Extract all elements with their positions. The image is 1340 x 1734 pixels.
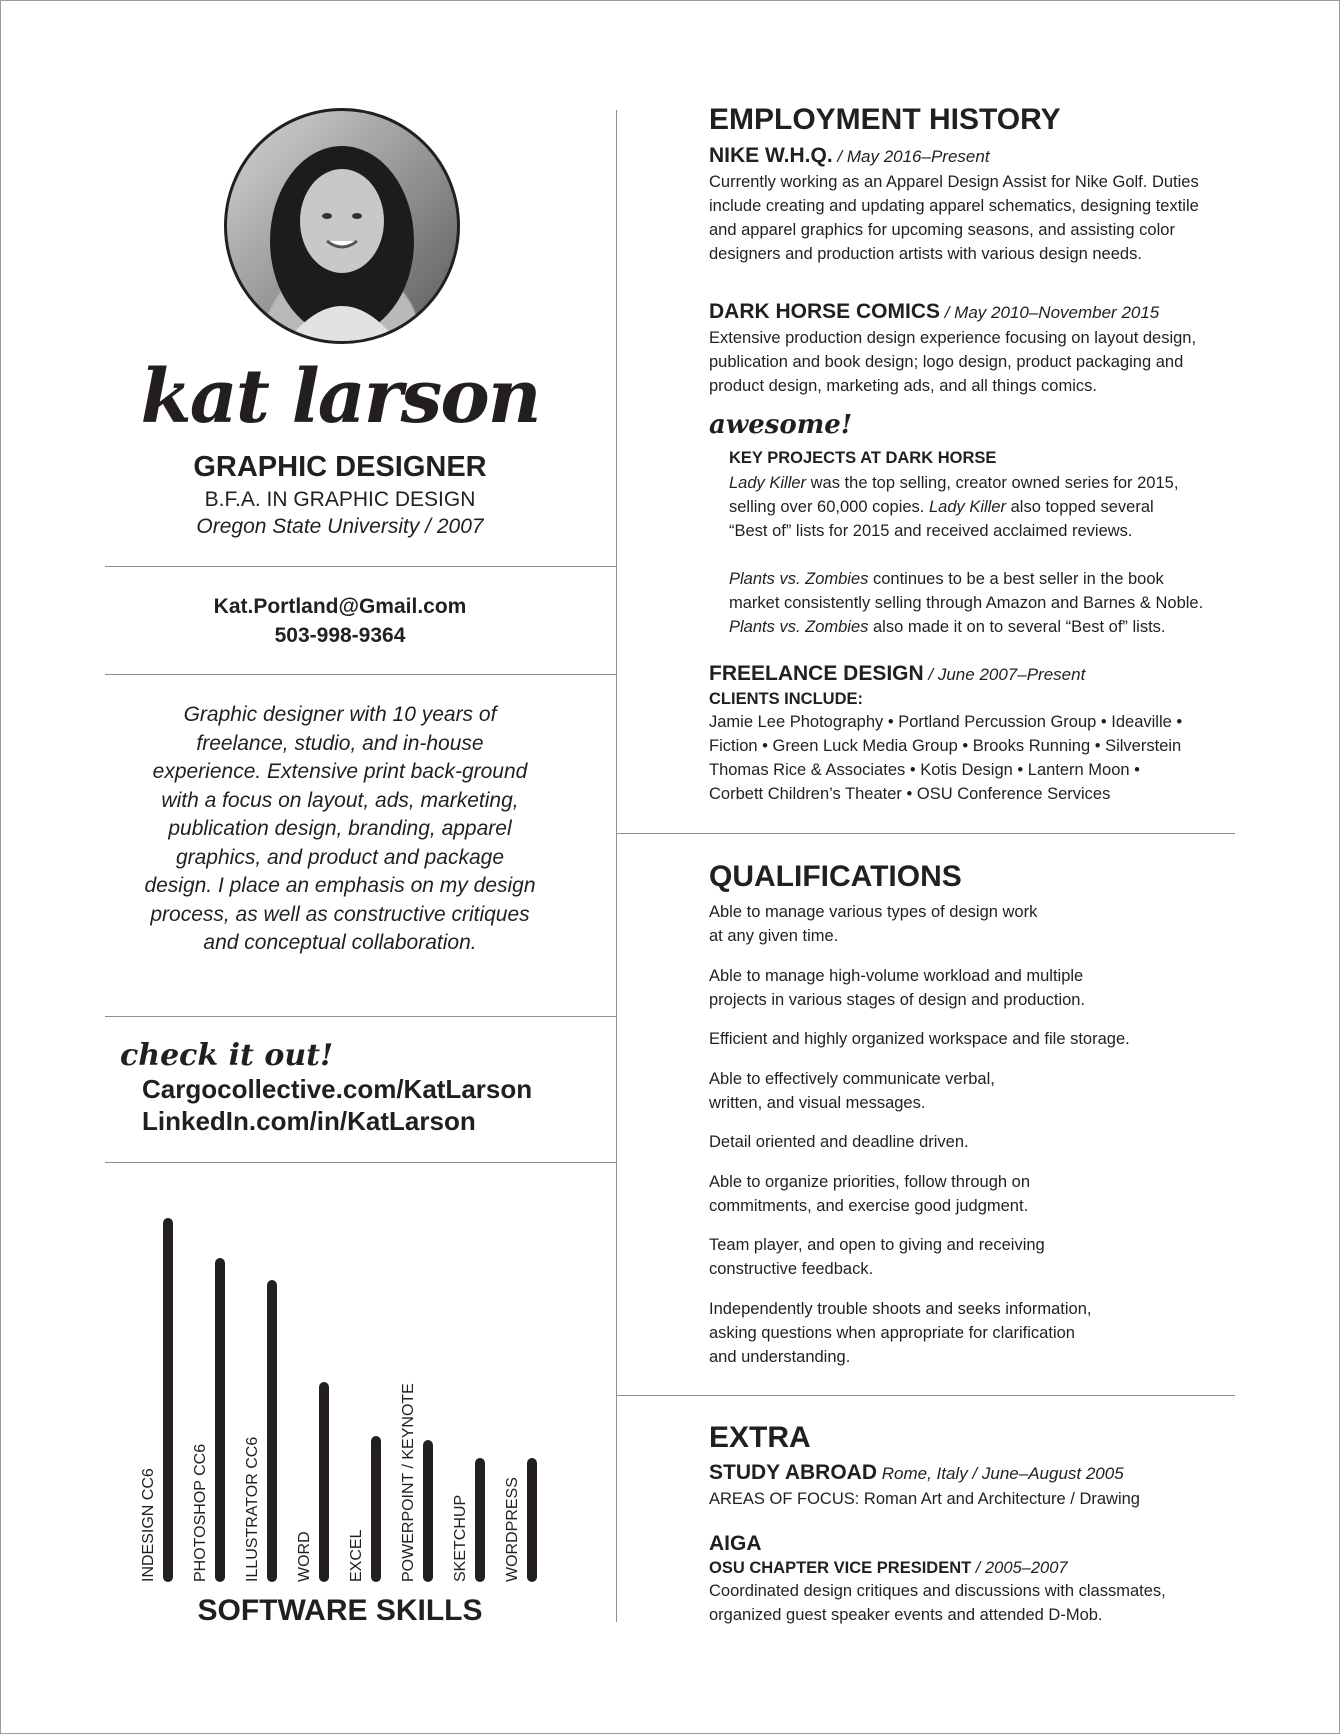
text-line: “Best of” lists for 2015 and received acclaimed reviews. — [729, 522, 1133, 540]
divider — [105, 674, 616, 675]
text-line: Fiction • Green Luck Media Group • Brooks Running • Silverstein — [709, 737, 1182, 755]
lady-killer-text — [729, 471, 1249, 543]
aiga-description — [709, 1579, 1249, 1627]
qualifications-heading: QUALIFICATIONS — [709, 860, 962, 893]
text-line: product design, marketing ads, and all things comics. — [709, 377, 1097, 395]
text-line: designers and production artists with various design needs. — [709, 245, 1142, 263]
divider — [105, 1162, 616, 1163]
job-description — [709, 326, 1249, 398]
skill-bar — [475, 1458, 485, 1582]
skill-label: ILLUSTRATOR CC6 — [244, 1436, 261, 1582]
text-span: also made it on to several “Best of” lists. — [868, 618, 1166, 636]
skill-bar — [371, 1436, 381, 1582]
qualification-item: Able to effectively communicate verbal, written, and visual messages. — [709, 1069, 995, 1112]
pvz-text — [729, 567, 1249, 639]
text-line: include creating and updating apparel schematics, designing textile — [709, 197, 1199, 215]
text-span: continues to be a best seller in the book — [868, 570, 1164, 588]
job-description — [709, 170, 1249, 266]
skill-label: EXCEL — [348, 1529, 365, 1582]
study-name: STUDY ABROAD — [709, 1461, 878, 1484]
aiga-name: AIGA — [709, 1532, 762, 1555]
skill-bar — [319, 1382, 329, 1582]
qualification-item: Able to manage high-volume workload and multiple projects in various stages of design and production. — [709, 966, 1086, 1009]
job-dark-horse — [709, 299, 1249, 398]
skill-bar — [267, 1280, 277, 1582]
linkedin-link[interactable]: LinkedIn.com/in/KatLarson — [142, 1106, 476, 1136]
book-title: Lady Killer — [729, 474, 807, 492]
text-span: was the top selling, creator owned series for 2015, — [806, 474, 1179, 492]
text-line: market consistently selling through Amazon and Barnes & Noble. — [729, 594, 1204, 612]
skill-label: INDESIGN CC6 — [140, 1468, 157, 1582]
qualification-item: Able to manage various types of design work at any given time. — [709, 903, 1038, 945]
skill-label: WORDPRESS — [504, 1477, 521, 1582]
qualification-item: Detail oriented and deadline driven. — [709, 1133, 969, 1151]
text-line: Currently working as an Apparel Design Assist for Nike Golf. Duties — [709, 173, 1199, 191]
qualification-item: Able to organize priorities, follow through on commitments, and exercise good judgment. — [709, 1172, 1031, 1215]
portfolio-links — [142, 1073, 532, 1137]
aiga-date: / 2005–2007 — [971, 1559, 1068, 1577]
divider — [105, 1016, 616, 1017]
cargo-link[interactable]: Cargocollective.com/KatLarson — [142, 1074, 533, 1104]
aiga-role-line — [709, 1557, 1249, 1579]
study-header — [709, 1460, 1249, 1487]
text-line: Thomas Rice & Associates • Kotis Design • Lantern Moon • — [709, 761, 1140, 779]
divider — [105, 566, 616, 567]
qualifications-list — [709, 900, 1249, 1384]
name-script-logo: kat larson — [140, 354, 540, 440]
skill-label: POWERPOINT / KEYNOTE — [400, 1383, 417, 1582]
text-line: and apparel graphics for upcoming seasons, and assisting color — [709, 221, 1175, 239]
text-line — [729, 615, 1249, 639]
skill-bar — [423, 1440, 433, 1582]
text-span: also topped several — [1006, 498, 1154, 516]
text-span: selling over 60,000 copies. — [729, 498, 929, 516]
skill-bar — [527, 1458, 537, 1582]
employer-name: FREELANCE DESIGN — [709, 662, 924, 685]
job-title: GRAPHIC DESIGNER — [193, 451, 487, 483]
skill-label: SKETCHUP — [452, 1494, 469, 1582]
bio-text: Graphic designer with 10 years of freelance, studio, and in-house experience. Extensive print back-ground with a focus on layout, ads, marketing, publication design, branding, apparel graphics, and product and package design. I place an emphasis on my design process, as well as constructive critiques and conceptual collaboration. — [144, 703, 536, 954]
school: Oregon State University / 2007 — [196, 515, 484, 538]
degree: B.F.A. IN GRAPHIC DESIGN — [204, 488, 476, 511]
employment-heading: EMPLOYMENT HISTORY — [709, 103, 1061, 136]
study-abroad — [709, 1460, 1249, 1511]
client-list — [709, 710, 1249, 806]
job-date: / June 2007–Present — [923, 665, 1086, 684]
check-it-out-script: check it out! — [120, 1038, 334, 1073]
skill-label: WORD — [296, 1531, 313, 1582]
email-link[interactable]: Kat.Portland@Gmail.com — [213, 595, 467, 618]
book-title: Plants vs. Zombies — [729, 570, 869, 588]
skill-bar — [163, 1218, 173, 1582]
text-line — [729, 471, 1249, 495]
qualification-item: Independently trouble shoots and seeks information, asking questions when appropriate for clarification and understanding. — [709, 1299, 1092, 1366]
clients-heading: CLIENTS INCLUDE: — [709, 690, 863, 708]
skill-bar — [215, 1258, 225, 1582]
aiga — [709, 1531, 1249, 1627]
key-projects-heading: KEY PROJECTS AT DARK HORSE — [729, 449, 997, 467]
extra-heading: EXTRA — [709, 1421, 811, 1454]
job-header — [709, 661, 1249, 688]
employer-name: NIKE W.H.Q. — [709, 144, 833, 167]
key-projects — [729, 447, 1249, 639]
study-focus: AREAS OF FOCUS: Roman Art and Architecture / Drawing — [709, 1490, 1140, 1508]
profile-photo — [224, 108, 460, 344]
text-line: Extensive production design experience focusing on layout design, — [709, 329, 1197, 347]
divider — [616, 1395, 1235, 1396]
contact-block — [100, 592, 580, 650]
awesome-script: awesome! — [709, 410, 853, 440]
text-line: publication and book design; logo design, product packaging and — [709, 353, 1184, 371]
text-line: Jamie Lee Photography • Portland Percussion Group • Ideaville • — [709, 713, 1183, 731]
divider — [616, 833, 1235, 834]
book-title: Plants vs. Zombies — [729, 618, 869, 636]
text-line — [729, 495, 1249, 519]
aiga-role: OSU CHAPTER VICE PRESIDENT — [709, 1559, 972, 1577]
job-header — [709, 299, 1249, 326]
text-line: organized guest speaker events and attended D-Mob. — [709, 1606, 1103, 1624]
job-freelance — [709, 661, 1249, 806]
job-header — [709, 143, 1249, 170]
job-date: / May 2016–Present — [832, 147, 990, 166]
phone-number: 503-998-9364 — [274, 624, 406, 647]
study-date: Rome, Italy / June–August 2005 — [877, 1464, 1124, 1483]
qualification-item: Efficient and highly organized workspace and file storage. — [709, 1030, 1130, 1048]
skill-label: PHOTOSHOP CC6 — [192, 1443, 209, 1582]
text-line: Corbett Children’s Theater • OSU Conference Services — [709, 785, 1111, 803]
software-skills-title: SOFTWARE SKILLS — [197, 1594, 483, 1627]
employer-name: DARK HORSE COMICS — [709, 300, 941, 323]
portrait-illustration — [227, 111, 457, 341]
book-title: Lady Killer — [928, 498, 1007, 516]
text-line: Coordinated design critiques and discussions with classmates, — [709, 1582, 1166, 1600]
qualification-item: Team player, and open to giving and receiving constructive feedback. — [709, 1236, 1045, 1278]
job-nike — [709, 143, 1249, 266]
job-date: / May 2010–November 2015 — [940, 303, 1160, 322]
text-line — [729, 567, 1249, 591]
